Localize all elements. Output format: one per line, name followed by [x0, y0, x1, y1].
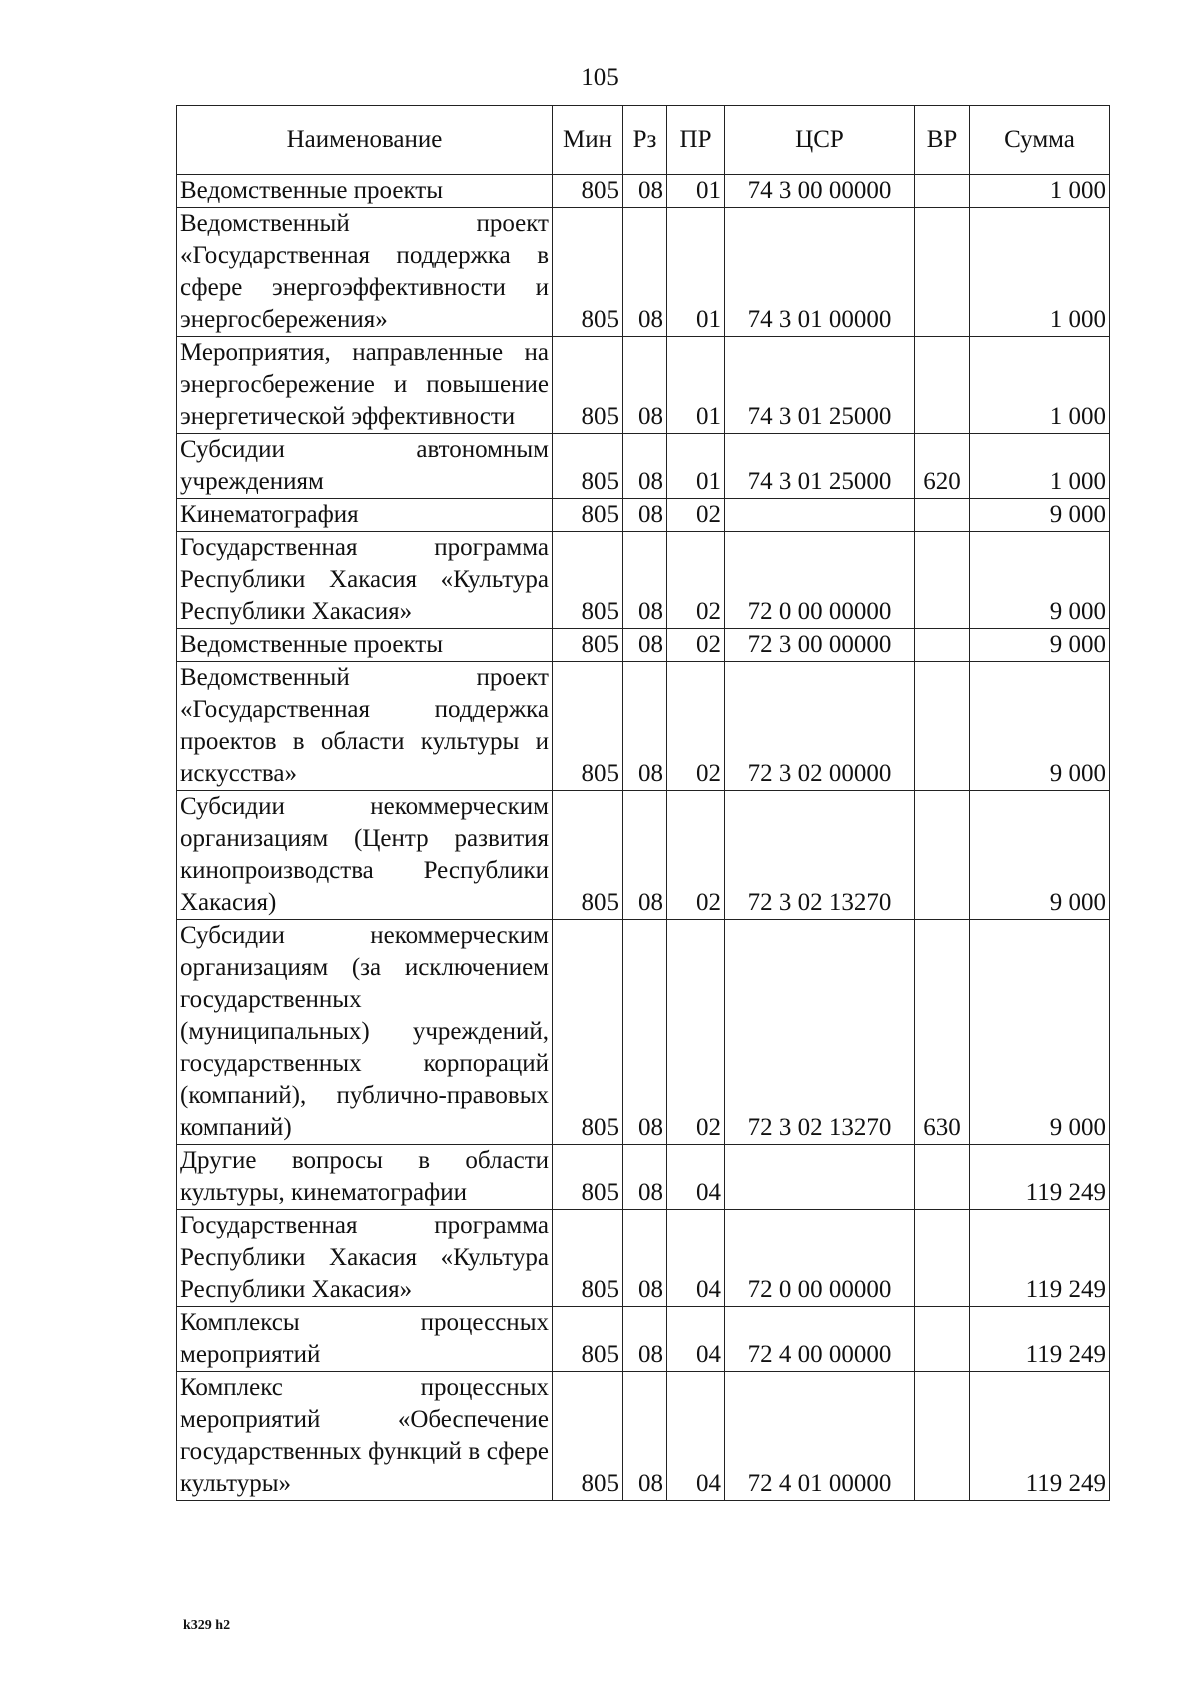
cell-pr: 01 [667, 208, 725, 337]
cell-name: Ведомственный проект «Государственная поддержка в сфере энергоэффективности и энергосбережения» [177, 208, 553, 337]
cell-csr: 72 3 00 00000 [725, 629, 915, 662]
budget-table [176, 105, 1110, 1501]
cell-min: 805 [553, 499, 623, 532]
cell-min: 805 [553, 1372, 623, 1501]
column-header-rz: Рз [623, 106, 667, 175]
cell-sum: 1 000 [970, 175, 1110, 208]
column-header-min: Мин [553, 106, 623, 175]
table-row [177, 499, 1110, 532]
column-header-vr: ВР [915, 106, 970, 175]
cell-pr: 01 [667, 337, 725, 434]
table-body [177, 175, 1110, 1501]
column-header-csr: ЦСР [725, 106, 915, 175]
cell-pr: 02 [667, 532, 725, 629]
table-row [177, 920, 1110, 1145]
cell-vr [915, 499, 970, 532]
cell-name: Субсидии автономным учреждениям [177, 434, 553, 499]
cell-rz: 08 [623, 175, 667, 208]
cell-sum: 119 249 [970, 1210, 1110, 1307]
table-row [177, 434, 1110, 499]
cell-vr [915, 629, 970, 662]
cell-sum: 9 000 [970, 629, 1110, 662]
table-row [177, 1210, 1110, 1307]
cell-min: 805 [553, 208, 623, 337]
cell-pr: 01 [667, 434, 725, 499]
cell-rz: 08 [623, 1145, 667, 1210]
cell-name: Комплекс процессных мероприятий «Обеспечение государственных функций в сфере культуры» [177, 1372, 553, 1501]
cell-vr [915, 532, 970, 629]
cell-csr [725, 499, 915, 532]
cell-min: 805 [553, 532, 623, 629]
table-row [177, 1307, 1110, 1372]
cell-pr: 01 [667, 175, 725, 208]
cell-name: Другие вопросы в области культуры, кинематографии [177, 1145, 553, 1210]
cell-min: 805 [553, 1307, 623, 1372]
table-header [177, 106, 1110, 175]
cell-sum: 1 000 [970, 208, 1110, 337]
cell-min: 805 [553, 1145, 623, 1210]
page-number: 105 [581, 64, 619, 91]
column-header-pr: ПР [667, 106, 725, 175]
cell-vr [915, 337, 970, 434]
cell-sum: 119 249 [970, 1307, 1110, 1372]
column-header-name: Наименование [177, 106, 553, 175]
cell-csr: 74 3 01 00000 [725, 208, 915, 337]
cell-sum: 119 249 [970, 1145, 1110, 1210]
cell-name: Ведомственные проекты [177, 175, 553, 208]
table-row [177, 791, 1110, 920]
cell-sum: 9 000 [970, 662, 1110, 791]
cell-sum: 1 000 [970, 434, 1110, 499]
cell-vr [915, 208, 970, 337]
cell-min: 805 [553, 920, 623, 1145]
cell-pr: 04 [667, 1210, 725, 1307]
cell-csr: 72 0 00 00000 [725, 532, 915, 629]
cell-vr [915, 1307, 970, 1372]
cell-name: Кинематография [177, 499, 553, 532]
cell-rz: 08 [623, 629, 667, 662]
footer-code: k329 h2 [183, 1618, 231, 1633]
cell-name: Ведомственный проект «Государственная поддержка проектов в области культуры и искусства» [177, 662, 553, 791]
cell-vr [915, 1372, 970, 1501]
cell-name: Государственная программа Республики Хакасия «Культура Республики Хакасия» [177, 1210, 553, 1307]
cell-name: Комплексы процессных мероприятий [177, 1307, 553, 1372]
cell-sum: 9 000 [970, 791, 1110, 920]
table-row [177, 208, 1110, 337]
cell-csr: 72 0 00 00000 [725, 1210, 915, 1307]
cell-csr: 72 4 01 00000 [725, 1372, 915, 1501]
cell-rz: 08 [623, 1210, 667, 1307]
cell-csr: 74 3 01 25000 [725, 434, 915, 499]
cell-vr [915, 175, 970, 208]
table-row [177, 662, 1110, 791]
table-row [177, 1145, 1110, 1210]
cell-pr: 02 [667, 662, 725, 791]
table-row [177, 337, 1110, 434]
cell-sum: 1 000 [970, 337, 1110, 434]
cell-sum: 9 000 [970, 499, 1110, 532]
cell-min: 805 [553, 175, 623, 208]
table-row [177, 629, 1110, 662]
cell-vr: 620 [915, 434, 970, 499]
cell-vr [915, 1145, 970, 1210]
cell-min: 805 [553, 662, 623, 791]
cell-rz: 08 [623, 1372, 667, 1501]
table-row [177, 1372, 1110, 1501]
cell-rz: 08 [623, 434, 667, 499]
cell-rz: 08 [623, 337, 667, 434]
cell-csr: 74 3 00 00000 [725, 175, 915, 208]
cell-vr: 630 [915, 920, 970, 1145]
cell-sum: 9 000 [970, 920, 1110, 1145]
cell-rz: 08 [623, 499, 667, 532]
cell-vr [915, 1210, 970, 1307]
cell-pr: 04 [667, 1372, 725, 1501]
cell-min: 805 [553, 629, 623, 662]
cell-name: Мероприятия, направленные на энергосбережение и повышение энергетической эффективности [177, 337, 553, 434]
cell-pr: 02 [667, 629, 725, 662]
cell-min: 805 [553, 1210, 623, 1307]
cell-min: 805 [553, 434, 623, 499]
header-row [177, 106, 1110, 175]
column-header-sum: Сумма [970, 106, 1110, 175]
cell-rz: 08 [623, 208, 667, 337]
cell-name: Субсидии некоммерческим организациям (Центр развития кинопроизводства Республики Хакасия) [177, 791, 553, 920]
cell-rz: 08 [623, 1307, 667, 1372]
cell-pr: 04 [667, 1145, 725, 1210]
cell-sum: 119 249 [970, 1372, 1110, 1501]
cell-name: Субсидии некоммерческим организациям (за исключением государственных (муниципальных) учреждений, государственных корпораций (компаний), публично-правовых компаний) [177, 920, 553, 1145]
table-row [177, 532, 1110, 629]
cell-csr [725, 1145, 915, 1210]
cell-rz: 08 [623, 791, 667, 920]
cell-csr: 72 4 00 00000 [725, 1307, 915, 1372]
cell-pr: 04 [667, 1307, 725, 1372]
cell-pr: 02 [667, 920, 725, 1145]
cell-rz: 08 [623, 920, 667, 1145]
table-row [177, 175, 1110, 208]
cell-pr: 02 [667, 791, 725, 920]
cell-min: 805 [553, 337, 623, 434]
cell-name: Государственная программа Республики Хакасия «Культура Республики Хакасия» [177, 532, 553, 629]
cell-rz: 08 [623, 532, 667, 629]
cell-sum: 9 000 [970, 532, 1110, 629]
cell-name: Ведомственные проекты [177, 629, 553, 662]
cell-csr: 72 3 02 13270 [725, 920, 915, 1145]
cell-vr [915, 662, 970, 791]
cell-csr: 72 3 02 00000 [725, 662, 915, 791]
cell-rz: 08 [623, 662, 667, 791]
cell-csr: 74 3 01 25000 [725, 337, 915, 434]
cell-min: 805 [553, 791, 623, 920]
cell-pr: 02 [667, 499, 725, 532]
cell-csr: 72 3 02 13270 [725, 791, 915, 920]
cell-vr [915, 791, 970, 920]
